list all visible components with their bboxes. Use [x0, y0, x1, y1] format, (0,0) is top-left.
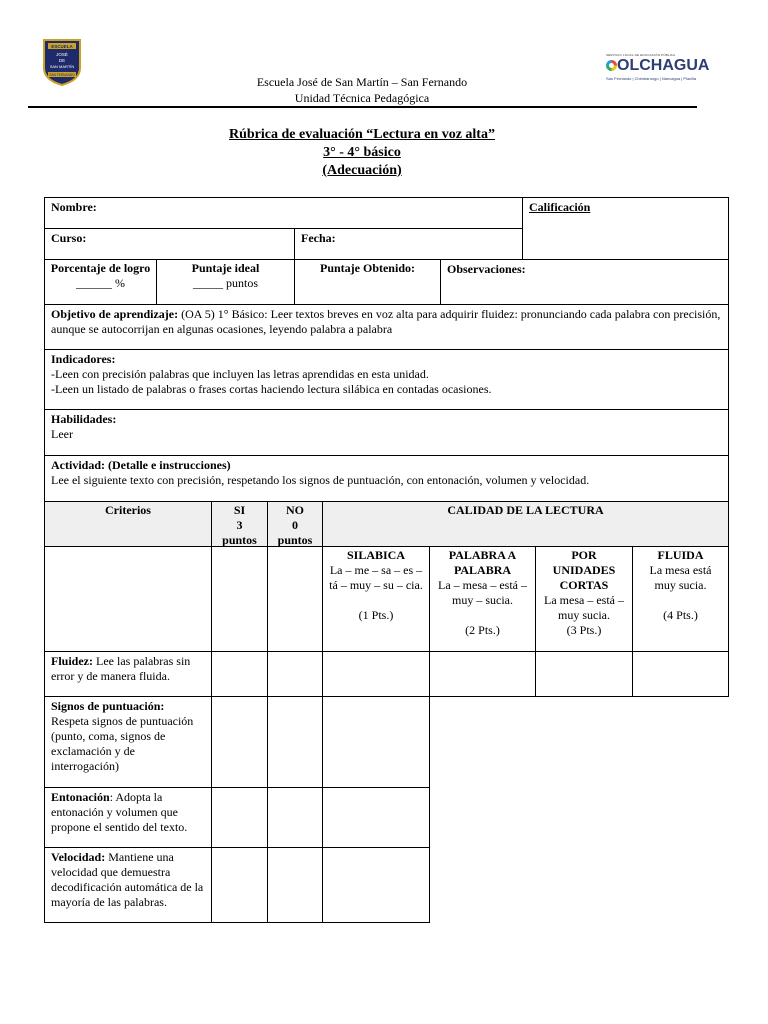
curso-field[interactable]: Curso:	[44, 228, 295, 260]
indicadores: Indicadores: -Leen con precisión palabras que incluyen las letras aprendidas en esta unidad. -Leen un listado de palabras o frases cortas haciendo lectura silábica en contadas ocasiones.	[44, 349, 729, 410]
logo-ring-icon	[606, 60, 617, 71]
porcentaje-blank: ______ %	[76, 276, 125, 290]
puntaje-ideal-blank: _____ puntos	[192, 276, 258, 290]
logo-tagline: San Fernando | Chimbarongo | Nancagua | Placilla	[606, 76, 697, 81]
porcentaje-logro-cell[interactable]	[44, 259, 157, 305]
score-level-cell[interactable]	[632, 651, 729, 697]
score-level-cell[interactable]	[535, 651, 633, 697]
observaciones-cell[interactable]: Observaciones:	[440, 259, 729, 305]
puntaje-ideal-label: Puntaje ideal	[191, 261, 260, 275]
svg-text:DE: DE	[58, 58, 66, 63]
score-no-cell[interactable]	[267, 651, 323, 697]
level-unidades-cortas: POR UNIDADES CORTAS La mesa – está – muy sucia. (3 Pts.)	[535, 546, 633, 652]
score-si-cell[interactable]	[211, 696, 268, 788]
score-no-cell[interactable]	[267, 847, 323, 923]
puntaje-obtenido-cell[interactable]: Puntaje Obtenido:	[294, 259, 441, 305]
criterion-fluidez: Fluidez: Lee las palabras sin error y de manera fluida.	[44, 651, 212, 697]
score-si-cell[interactable]	[211, 651, 268, 697]
nombre-field[interactable]: Nombre:	[44, 197, 523, 229]
score-no-cell[interactable]	[267, 696, 323, 788]
logo-wordmark: OLCHAGUA	[606, 57, 709, 75]
empty-cell	[267, 546, 323, 652]
no-header: NO 0 puntos	[267, 501, 323, 547]
puntaje-ideal-cell[interactable]	[156, 259, 295, 305]
svg-text:SAN FERNANDO: SAN FERNANDO	[49, 73, 75, 78]
colchagua-logo	[606, 53, 716, 83]
indicador-item: -Leen un listado de palabras o frases cortas haciendo lectura silábica en contadas ocasiones.	[51, 382, 492, 396]
header-rule	[28, 106, 697, 108]
porcentaje-logro-label: Porcentaje de logro	[50, 261, 151, 275]
calificacion-field[interactable]: Calificación	[522, 197, 729, 260]
svg-text:JOSÉ: JOSÉ	[56, 52, 68, 57]
level-palabra-a-palabra: PALABRA A PALABRA La – mesa – está – muy – sucia. (2 Pts.)	[429, 546, 536, 652]
crest-text: ESCUELA	[51, 44, 73, 49]
score-si-cell[interactable]	[211, 847, 268, 923]
score-level-cell[interactable]	[322, 696, 430, 788]
criterion-entonacion: Entonación: Adopta la entonación y volumen que propone el sentido del texto.	[44, 787, 212, 848]
score-si-cell[interactable]	[211, 787, 268, 848]
score-no-cell[interactable]	[267, 787, 323, 848]
indicador-item: -Leen con precisión palabras que incluyen las letras aprendidas en esta unidad.	[51, 367, 429, 381]
score-level-cell[interactable]	[429, 651, 536, 697]
page-subtitle-grade: 3° - 4° básico	[323, 145, 401, 160]
school-name: Escuela José de San Martín – San Fernando	[256, 75, 468, 89]
page-title: Rúbrica de evaluación “Lectura en voz alta”	[229, 127, 495, 142]
criterion-velocidad: Velocidad: Mantiene una velocidad que demuestra decodificación automática de la mayoría de las palabras.	[44, 847, 212, 923]
level-silabica: SILABICA La – me – sa – es – tá – muy – su – cia. (1 Pts.)	[322, 546, 430, 652]
school-unit: Unidad Técnica Pedagógica	[294, 91, 430, 105]
habilidades: Habilidades: Leer	[44, 409, 729, 456]
svg-text:SAN MARTÍN: SAN MARTÍN	[49, 64, 75, 69]
criterios-header: Criterios	[44, 501, 212, 547]
si-header: SI 3 puntos	[211, 501, 268, 547]
score-level-cell[interactable]	[322, 847, 430, 923]
empty-cell	[44, 546, 212, 652]
calidad-lectura-header: CALIDAD DE LA LECTURA	[322, 501, 729, 547]
objetivo-aprendizaje: Objetivo de aprendizaje: (OA 5) 1° Básico: Leer textos breves en voz alta para adquirir fluidez: pronunciando cada palabra con precisión, aunque se autocorrijan en algunas ocasiones, leyendo palabra a palabra	[44, 304, 729, 350]
score-level-cell[interactable]	[322, 651, 430, 697]
level-fluida: FLUIDA La mesa está muy sucia. (4 Pts.)	[632, 546, 729, 652]
criterion-signos-puntuacion: Signos de puntuación: Respeta signos de puntuación (punto, coma, signos de exclamación y de interrogación)	[44, 696, 212, 788]
empty-cell	[211, 546, 268, 652]
actividad: Actividad: (Detalle e instrucciones) Lee el siguiente texto con precisión, respetando los signos de puntuación, con entonación, volumen y velocidad.	[44, 455, 729, 502]
logo-small-text: SERVICIO LOCAL DE EDUCACIÓN PÚBLICA	[606, 53, 676, 57]
fecha-field[interactable]: Fecha:	[294, 228, 523, 260]
score-level-cell[interactable]	[322, 787, 430, 848]
page-subtitle-adecuacion: (Adecuación)	[322, 163, 402, 178]
